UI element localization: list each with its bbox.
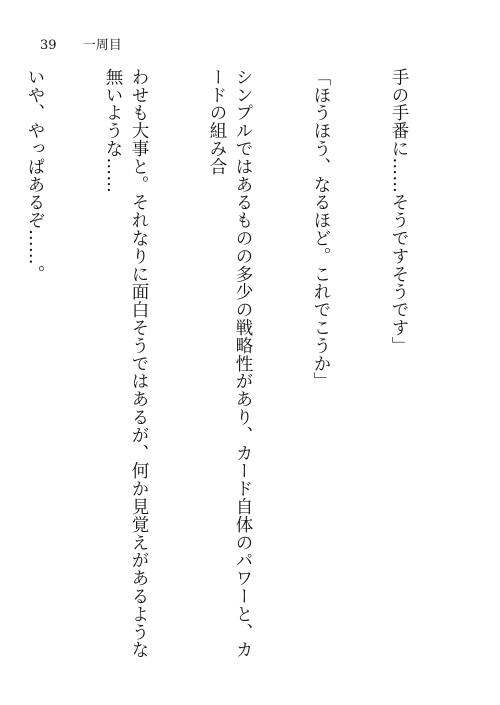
text-line: 「ほうほう、なるほど。これでこうか」 xyxy=(311,68,331,391)
text-line: わせも大事と。それなりに面白そうではあるが、何か見覚えがあるような無いような…… xyxy=(103,68,149,659)
text-line: シンプルではあるものの多少の戦略性があり、カード自体のパワーと、カードの組み合 xyxy=(207,68,253,659)
text-line: 手の手番に……そうですそうです」 xyxy=(389,68,409,355)
page-header xyxy=(40,34,122,53)
page-number: 39 xyxy=(40,38,57,53)
chapter-title: 一周目 xyxy=(82,38,122,53)
text-line: いや、やっぱあるぞ……。 xyxy=(25,68,45,283)
body-text xyxy=(25,68,464,668)
